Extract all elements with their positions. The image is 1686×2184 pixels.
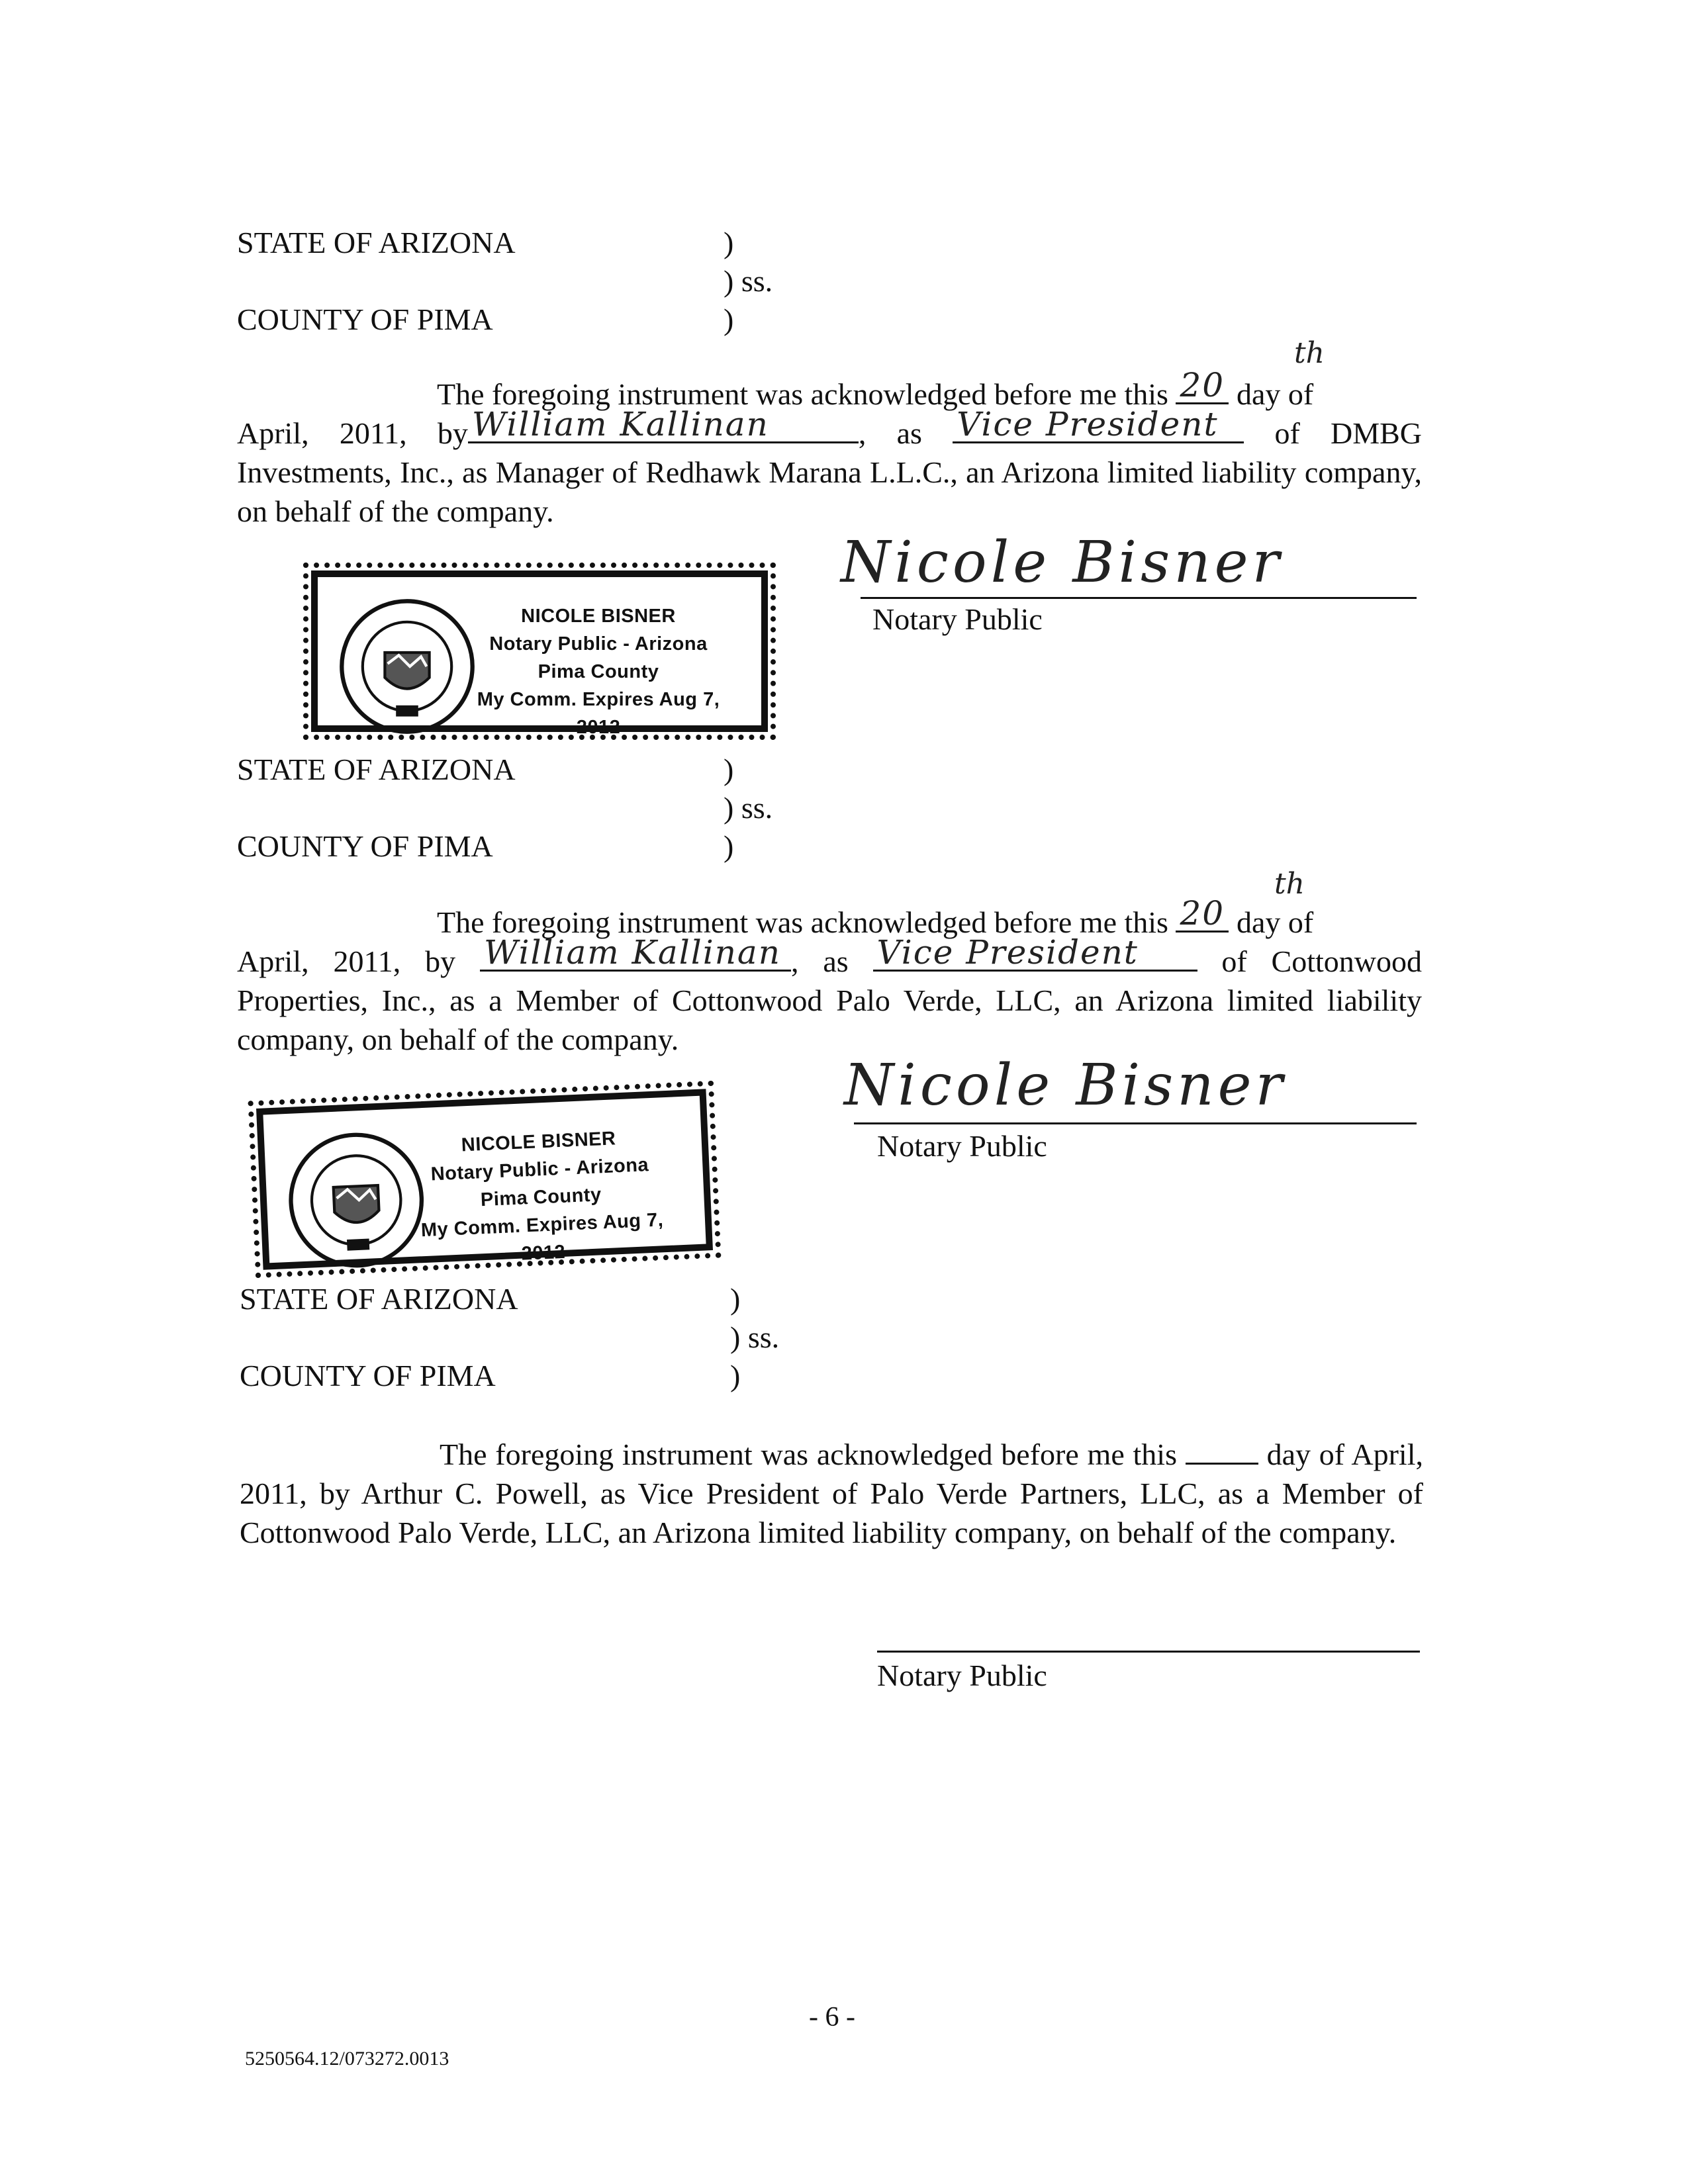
document-id: 5250564.12/073272.0013 [245, 2048, 449, 2070]
stamp-line: My Comm. Expires Aug 7, 2012 [420, 1209, 664, 1265]
venue-paren: ) [724, 226, 734, 259]
notary-stamp [256, 1089, 713, 1269]
venue-paren: ) [724, 829, 734, 863]
stamp-line: Notary Public - Arizona [430, 1154, 649, 1185]
venue-paren: ) [724, 752, 734, 786]
handwritten-day: 20 [1180, 366, 1225, 404]
handwritten-name: William Kallinan [471, 405, 769, 443]
venue-paren: ) [730, 1359, 741, 1392]
county-label: COUNTY OF PIMA [237, 302, 493, 336]
handwritten-day: 20 [1180, 894, 1225, 933]
venue-paren: ) [724, 302, 734, 336]
stamp-line: Pima County [538, 661, 659, 682]
day-blank [1186, 1436, 1258, 1465]
stamp-line: Notary Public - Arizona [489, 633, 708, 655]
signature-line [861, 597, 1417, 599]
notary-signature: Nicole Bisner [841, 529, 1284, 596]
handwritten-day-suffix: th [1274, 867, 1305, 901]
stamp-name: NICOLE BISNER [461, 1128, 617, 1156]
state-label: STATE OF ARIZONA [240, 1282, 518, 1316]
acknowledgment-paragraph: The foregoing instrument was acknowledged before me this 20 day of April, 2011, by William Kallinan , as Vice President of DMBG Investments, Inc., as Manager of Redhawk Marana L.L.C., an Arizona limited liability company, on behalf of the company. [237, 366, 1423, 528]
venue-paren: ) [730, 1282, 741, 1316]
county-label: COUNTY OF PIMA [237, 829, 493, 863]
acknowledgment-paragraph: The foregoing instrument was acknowledged before me this day of April, 2011, by Arthur C. Powell, as Vice President of Palo Verde Partners, LLC, as a Member of Cottonwood Palo Verde, LLC, an Arizona limited liability company, on behalf of the company. [240, 1437, 1423, 1549]
venue-ss: ) ss. [730, 1320, 780, 1354]
notary-public-label: Notary Public [877, 1659, 1047, 1692]
stamp-line: My Comm. Expires Aug 7, 2012 [477, 689, 720, 738]
handwritten-day-suffix: th [1294, 336, 1325, 370]
notary-signature: Nicole Bisner [844, 1052, 1287, 1118]
notary-public-label: Notary Public [872, 602, 1043, 636]
venue-ss: ) ss. [724, 264, 773, 298]
stamp-line: Pima County [480, 1184, 602, 1211]
notary-stamp [311, 570, 768, 738]
acknowledgment-paragraph: The foregoing instrument was acknowledged before me this 20 day of April, 2011, by William Kallinan , as Vice President of Cottonwood Properties, Inc., as a Member of Cottonwood Palo Verde, LLC, an Arizona limited liability company, on behalf of the company. [237, 894, 1423, 1056]
venue-ss: ) ss. [724, 791, 773, 825]
state-label: STATE OF ARIZONA [237, 752, 516, 786]
handwritten-name: William Kallinan [483, 933, 781, 972]
notary-public-label: Notary Public [877, 1129, 1047, 1163]
stamp-name: NICOLE BISNER [521, 606, 676, 627]
state-label: STATE OF ARIZONA [237, 226, 516, 259]
county-label: COUNTY OF PIMA [240, 1359, 496, 1392]
signature-line [877, 1651, 1420, 1653]
signature-line [854, 1122, 1417, 1124]
handwritten-title: Vice President [957, 405, 1219, 443]
page-number: - 6 - [809, 2002, 855, 2032]
handwritten-title: Vice President [876, 933, 1139, 972]
